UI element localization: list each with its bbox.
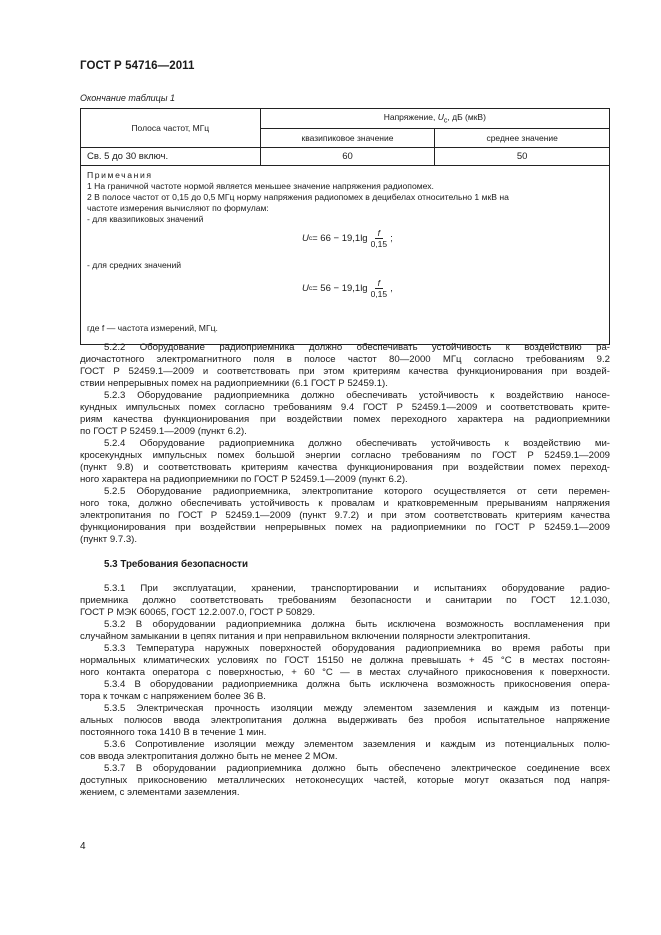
table-cell-average: 50 bbox=[435, 148, 610, 166]
formula-quasi-peak: U c = 66 − 19,1lg $\frac{f}{0,15}$ ; bbox=[302, 228, 393, 249]
paragraph-line: функционирования при воздействии непрерывных помех на радиоприемники по ГОСТ Р 52459.1—2009 bbox=[80, 522, 610, 533]
spec-table bbox=[80, 108, 610, 345]
paragraph-line: электропитания по ГОСТ Р 52459.1—2009 (пункт 9.7.2) и при этом соответствовать критериям качества bbox=[80, 510, 610, 521]
table-cell-frequency: Св. 5 до 30 включ. bbox=[81, 148, 261, 166]
table-header-voltage: Напряжение, $U_c$, дБ (мкВ) bbox=[260, 109, 609, 129]
section-heading: 5.3 Требования безопасности bbox=[104, 559, 248, 570]
paragraph-line: приемника должно соответствовать требованиям безопасности и санитарии по ГОСТ 12.1.030, bbox=[80, 595, 610, 606]
paragraph-line: кундных импульсных помех согласно требованиям 9.4 ГОСТ Р 52459.1—2009 и соответствовать крите- bbox=[80, 402, 610, 413]
paragraph-line: ствии непрерывных помех на радиоприемники (6.1 ГОСТ Р 52459.1). bbox=[80, 378, 388, 389]
paragraph-line: 5.2.3 Оборудование радиоприемника должно обеспечивать устойчивость к воздействию наносе- bbox=[104, 390, 610, 401]
paragraph-line: ГОСТ Р МЭК 60065, ГОСТ 12.2.007.0, ГОСТ Р 50829. bbox=[80, 607, 316, 618]
table-header-frequency: Полоса частот, МГц bbox=[81, 109, 261, 148]
paragraph-line: нормальных климатических условиях по ГОСТ 15150 не должна превышать + 45 °С в местах постоян- bbox=[80, 655, 610, 666]
table-notes bbox=[81, 166, 610, 345]
paragraph-line: ГОСТ Р 52459.1—2009 и соответствовать при этом критериям качества функционирования при воздей- bbox=[80, 366, 610, 377]
paragraph-line: жением, с элементами заземления. bbox=[80, 787, 240, 798]
paragraph-line: доступных прикосновению металлических нетоконесущих частей, которые могут оказаться под напря- bbox=[80, 775, 610, 786]
paragraph-line: постоянного тока 1410 В в течение 1 мин. bbox=[80, 727, 267, 738]
paragraph-line: 5.2.5 Оборудование радиоприемника, электропитание которого осуществляется от сети перемен- bbox=[104, 486, 610, 497]
table-row bbox=[81, 148, 610, 166]
paragraph-line: 5.3.1 При эксплуатации, хранении, транспортировании и испытаниях оборудование радио- bbox=[104, 583, 610, 594]
table-caption: Окончание таблицы 1 bbox=[80, 93, 175, 103]
paragraph-line: риям качества функционирования при воздействии помех переходного характера на радиоприемники bbox=[80, 414, 610, 425]
note-1: 1 На граничной частоте нормой является меньшее значение напряжения радиопомех. bbox=[87, 181, 434, 191]
paragraph-line: 5.3.2 В оборудовании радиоприемника должна быть исключена возможность воспламенения при bbox=[104, 619, 610, 630]
paragraph-line: 5.3.7 В оборудовании радиоприемника должно быть обеспечено электрическое соединение всех bbox=[104, 763, 610, 774]
paragraph-line: 5.3.4 В оборудовании радиоприемника должна быть исключена возможность прикосновения опера- bbox=[104, 679, 610, 690]
paragraph-line: сов ввода электропитания должно быть не менее 2 МОм. bbox=[80, 751, 338, 762]
paragraph-line: 5.2.4 Оборудование радиоприемника должно обеспечивать устойчивость к воздействию ми- bbox=[104, 438, 610, 449]
note-2-line-2: частоте измерения вычисляют по формулам: bbox=[87, 203, 269, 213]
table-header-average: среднее значение bbox=[435, 128, 610, 148]
notes-title: Примечания bbox=[87, 170, 153, 180]
paragraph-line: (пункт 9.7.3). bbox=[80, 534, 138, 545]
paragraph-line: (пункт 9.8) и соответствовать критериям качества функционирования при воздействии помех переход- bbox=[80, 462, 610, 473]
table-header-quasi-peak: квазипиковое значение bbox=[260, 128, 435, 148]
paragraph-line: 5.3.3 Температура наружных поверхностей оборудования радиоприемника во время работы при bbox=[104, 643, 610, 654]
paragraph-line: тора к точкам с напряжением более 36 В. bbox=[80, 691, 266, 702]
note-2-line-1: 2 В полосе частот от 0,15 до 0,5 МГц норму напряжения радиопомех в децибелах относительно 1 мкВ на bbox=[87, 192, 509, 202]
paragraph-line: ного контакта оператора с поверхностью, + 60 °С — в местах случайного прикосновения к поверхности. bbox=[80, 667, 610, 678]
paragraph-line: диочастотного электромагнитного поля в полосе частот 80—2000 МГц согласно требованиям 9.2 bbox=[80, 354, 610, 365]
paragraph-line: случайном замыкании в цепях питания и при неправильном включении полярности электропитания. bbox=[80, 631, 531, 642]
table-cell-quasi-peak: 60 bbox=[260, 148, 435, 166]
paragraph-line: 5.2.2 Оборудование радиоприемника должно обеспечивать устойчивость к воздействию ра- bbox=[104, 342, 610, 353]
paragraph-line: 5.3.5 Электрическая прочность изоляции между элементом заземления и каждым из потенци- bbox=[104, 703, 610, 714]
note-average-label: - для средних значений bbox=[87, 260, 182, 270]
paragraph-line: ного характера на радиоприемники по ГОСТ Р 52459.1—2009 (пункт 6.2). bbox=[80, 474, 408, 485]
page-number: 4 bbox=[80, 841, 86, 852]
paragraph-line: по ГОСТ Р 52459.1—2009 (пункт 6.2). bbox=[80, 426, 247, 437]
note-quasi-peak-label: - для квазипиковых значений bbox=[87, 214, 204, 224]
document-header: ГОСТ Р 54716—2011 bbox=[80, 60, 195, 72]
paragraph-line: кросекундных импульсных помех большой энергии согласно требованиям по ГОСТ Р 52459.1—2009 bbox=[80, 450, 610, 461]
paragraph-line: альных полюсов ввода электропитания должна выдерживать без пробоя испытательное напряжение bbox=[80, 715, 610, 726]
note-where-f: где f — частота измерений, МГц. bbox=[87, 323, 218, 333]
formula-average: U c = 56 − 19,1lg $\frac{f}{0,15}$ , bbox=[302, 278, 393, 299]
paragraph-line: ного тока, должно обеспечивать устойчивость к провалам и кратковременным прерываниям напряжения bbox=[80, 498, 610, 509]
paragraph-line: 5.3.6 Сопротивление изоляции между элементом заземления и каждым из потенциальных полю- bbox=[104, 739, 610, 750]
